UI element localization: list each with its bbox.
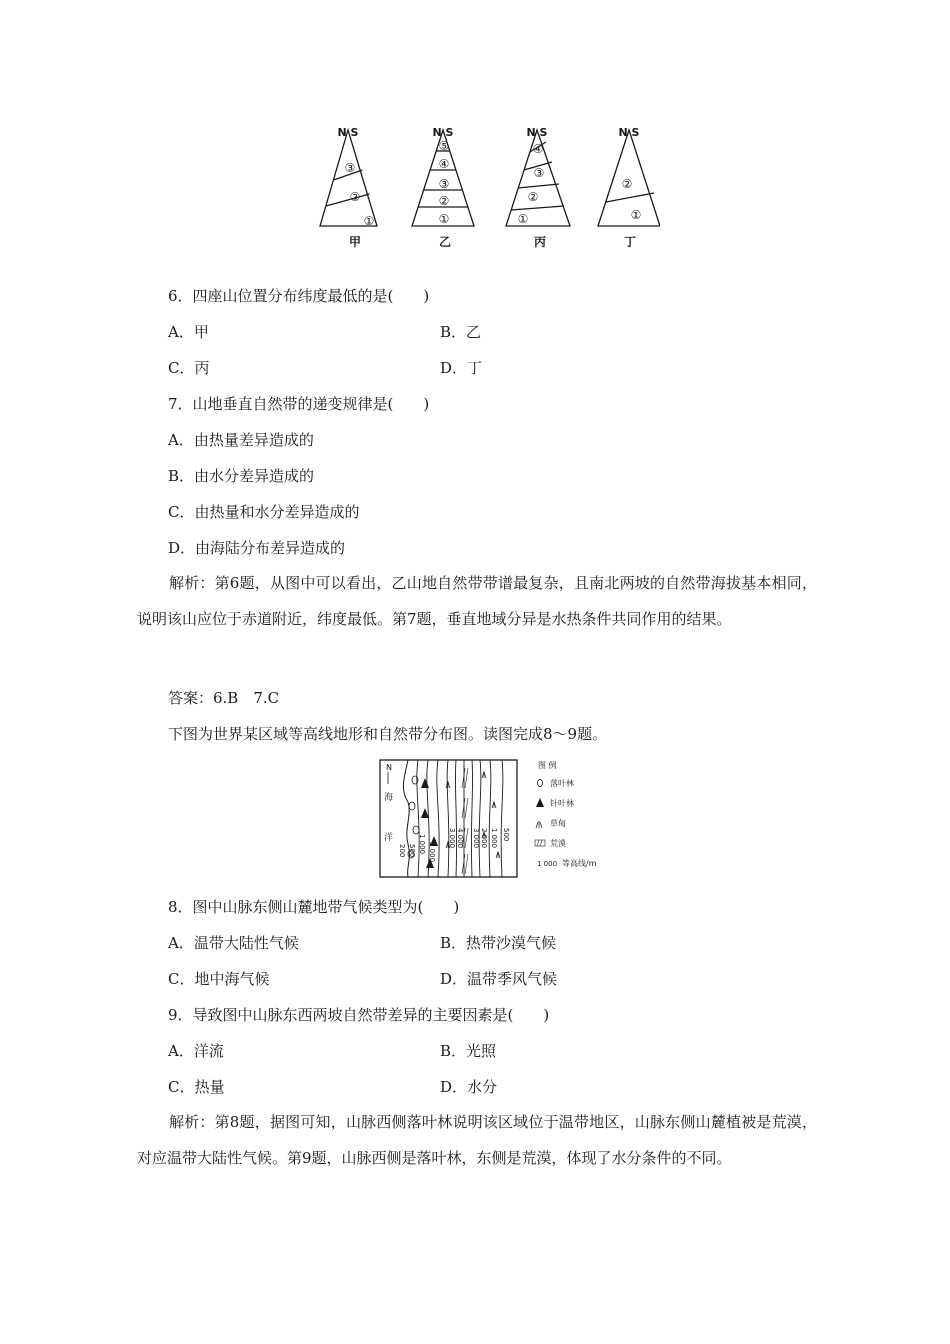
question-8-option-a: A．温带大陆性气候 xyxy=(168,934,299,952)
zone-label: ① xyxy=(517,212,529,226)
question-8-option-b: B．热带沙漠气候 xyxy=(440,934,557,952)
question-6-option-c: C．丙 xyxy=(168,359,210,377)
north-arrow-label: N xyxy=(386,763,392,772)
question-9-option-d: D．水分 xyxy=(440,1078,498,1096)
zone-label: ② xyxy=(349,190,361,204)
question-8-option-d: D．温带季风气候 xyxy=(440,970,558,988)
legend-conifer: 针叶林 xyxy=(550,799,574,808)
question-6-stem: 6．四座山位置分布纬度最低的是( ) xyxy=(168,287,430,305)
analysis-6-7: 解析：第6题，从图中可以看出，乙山地自然带带谱最复杂，且南北两坡的自然带海拔基本相同，说明该山应位于赤道附近，纬度最低。第7题，垂直地域分异是水热条件共同作用的结果。 xyxy=(137,574,817,628)
zone-label: ④ xyxy=(532,142,544,156)
question-8-option-c: C．地中海气候 xyxy=(168,970,270,988)
question-9-option-c: C．热量 xyxy=(168,1078,225,1096)
sea-label: 海 xyxy=(384,793,394,803)
mountain-name-yi: 乙 xyxy=(438,235,452,249)
ns-label-ding: N S xyxy=(618,126,640,139)
analysis-8-9: 解析：第8题，据图可知，山脉西侧落叶林说明该区域位于温带地区，山脉东侧山麓植被是荒漠，对应温带大陆性气候。第9题，山脉西侧是落叶林，东侧是荒漠，体现了水分条件的不同。 xyxy=(137,1113,817,1167)
contour-label: 1 000 xyxy=(490,828,498,849)
legend-contour-value: 1 000 xyxy=(537,860,558,868)
question-7-option-a: A．由热量差异造成的 xyxy=(168,431,314,449)
contour-map-figure xyxy=(378,758,608,880)
answer-6-7: 答案：6.B 7.C xyxy=(168,689,280,707)
question-7-option-b: B．由水分差异造成的 xyxy=(168,467,315,485)
contour-label: 2 000 xyxy=(428,842,436,863)
zone-label: ① xyxy=(438,212,450,226)
contour-label: 4 000 xyxy=(456,828,464,849)
mountain-zones-figure xyxy=(310,122,660,254)
question-7-option-d: D．由海陆分布差异造成的 xyxy=(168,539,346,557)
zone-label: ① xyxy=(630,208,642,222)
question-9-option-a: A．洋流 xyxy=(168,1042,224,1060)
contour-label: 3 000 xyxy=(472,828,480,849)
legend-meadow: 草甸 xyxy=(550,819,566,828)
question-8-stem: 8．图中山脉东侧山麓地带气候类型为( ) xyxy=(168,898,460,916)
question-6-option-a: A．甲 xyxy=(168,323,209,341)
contour-label: 2 000 xyxy=(480,828,488,849)
zone-label: ② xyxy=(527,190,539,204)
ns-label-bing: N S xyxy=(526,126,548,139)
mountain-name-jia: 甲 xyxy=(348,235,362,249)
question-9-option-b: B．光照 xyxy=(440,1042,497,1060)
mountain-name-ding: 丁 xyxy=(623,235,637,249)
legend-deciduous: 落叶林 xyxy=(550,779,574,788)
question-6-option-d: D．丁 xyxy=(440,359,483,377)
contour-label: 500 xyxy=(408,844,416,858)
contour-label: 200 xyxy=(398,844,406,858)
ns-label-jia: N S xyxy=(337,126,359,139)
legend-contour: 等高线/m xyxy=(562,859,597,868)
question-7-stem: 7．山地垂直自然带的递变规律是( ) xyxy=(168,395,430,413)
mountain-name-bing: 丙 xyxy=(533,235,547,249)
question-9-stem: 9．导致图中山脉东西两坡自然带差异的主要因素是( ) xyxy=(168,1006,550,1024)
contour-label: 3 000 xyxy=(448,828,456,849)
figure-2-intro: 下图为世界某区域等高线地形和自然带分布图。读图完成8～9题。 xyxy=(168,725,608,743)
zone-label: ③ xyxy=(533,166,545,180)
zone-label: ⑤ xyxy=(438,139,450,153)
zone-label: ① xyxy=(363,214,375,228)
zone-label: ③ xyxy=(438,177,450,191)
question-7-option-c: C．由热量和水分差异造成的 xyxy=(168,503,360,521)
contour-label: 500 xyxy=(502,828,510,842)
zone-label: ④ xyxy=(438,157,450,171)
zone-label: ② xyxy=(438,194,450,208)
legend-title: 图 例 xyxy=(538,761,557,770)
zone-label: ③ xyxy=(344,161,356,175)
ns-label-yi: N S xyxy=(432,126,454,139)
zone-label: ② xyxy=(621,177,633,191)
ocean-label: 洋 xyxy=(384,833,394,843)
legend-desert: 荒漠 xyxy=(550,839,566,848)
contour-label: 1 000 xyxy=(418,834,426,855)
question-6-option-b: B．乙 xyxy=(440,323,482,341)
